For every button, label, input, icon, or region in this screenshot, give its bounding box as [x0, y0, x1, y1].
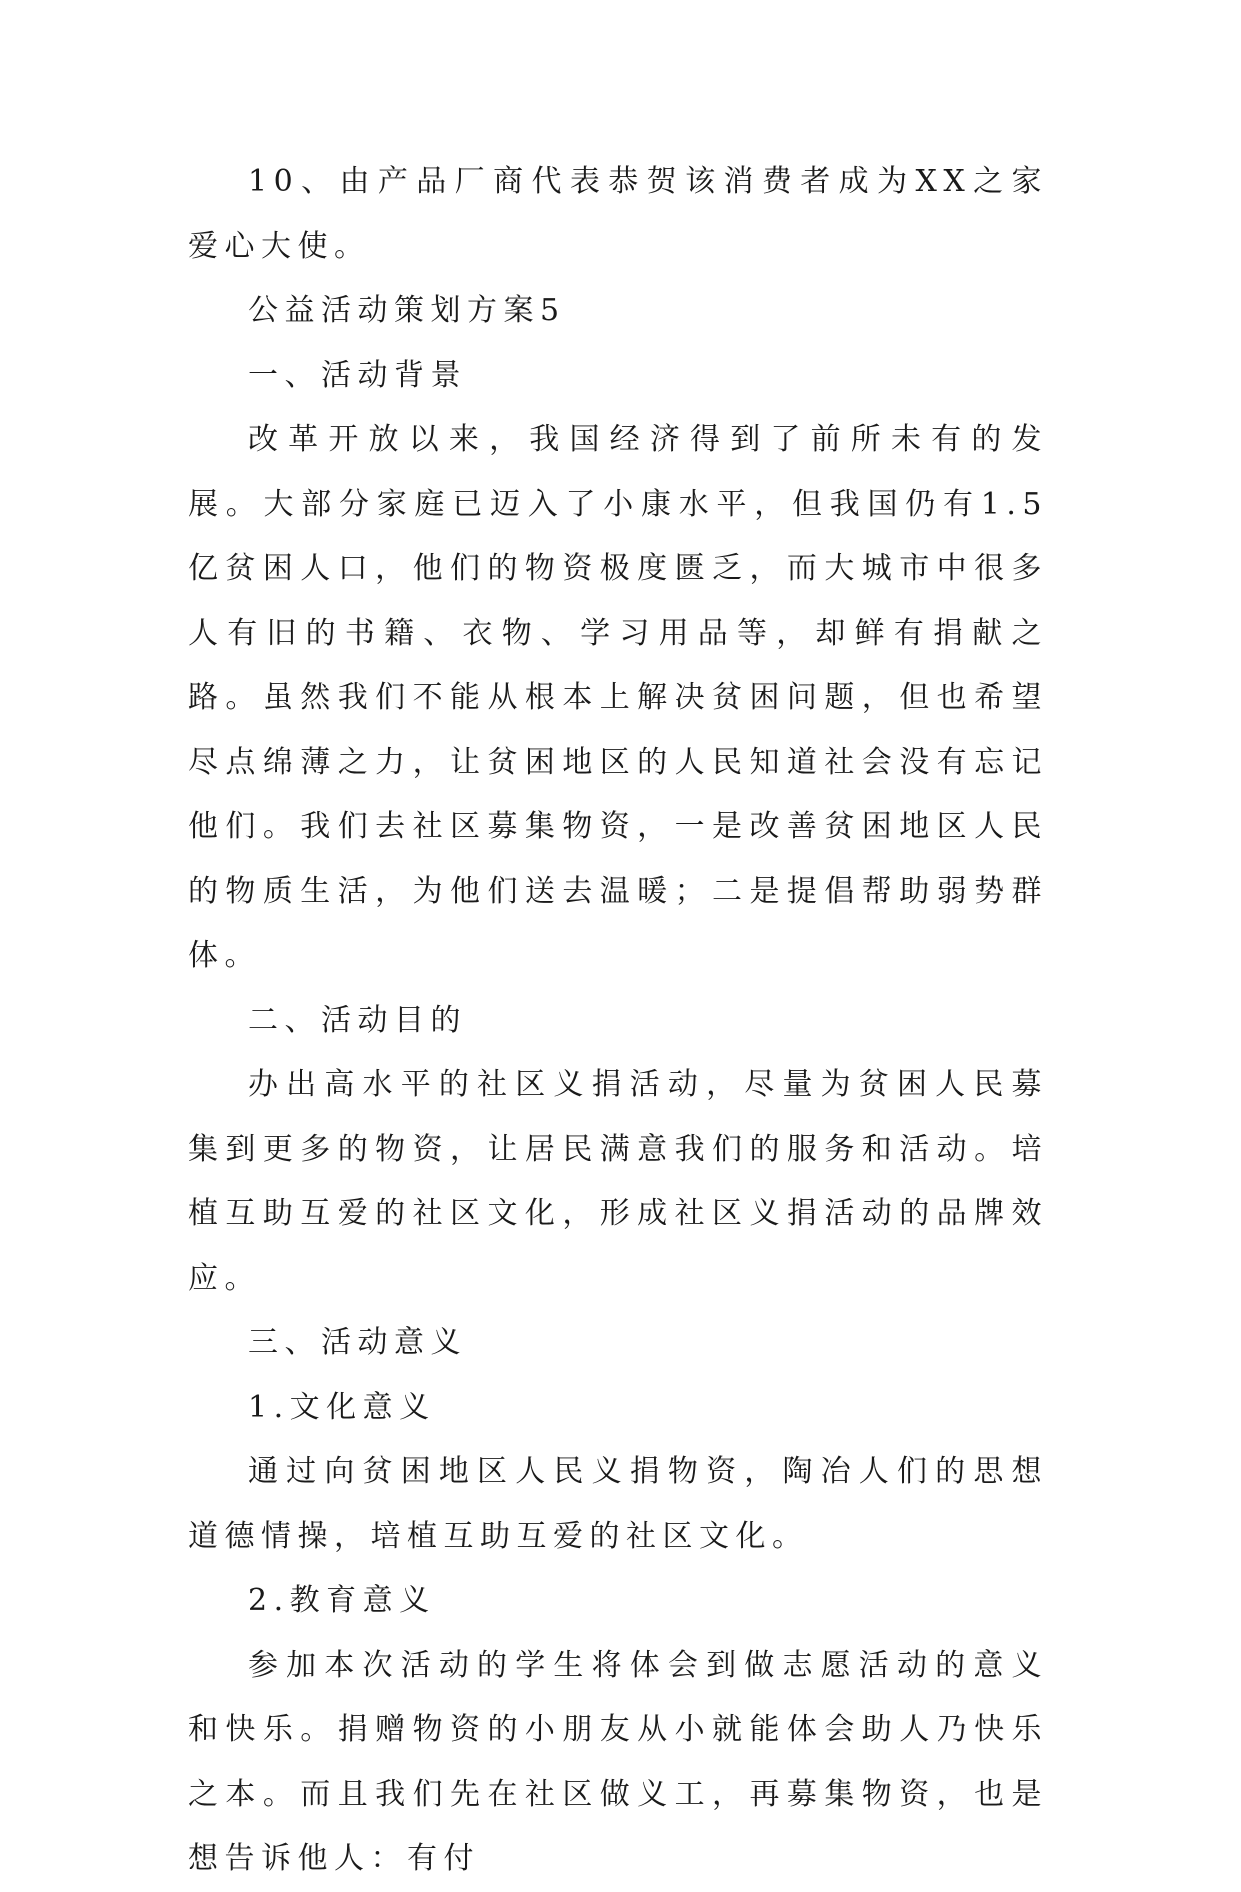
heading-background: 一、活动背景	[248, 357, 467, 393]
paragraph-education: 参加本次活动的学生将体会到做志愿活动的意义和快乐。捐赠物资的小朋友从小就能体会助人乃快乐之本。而且我们先在社区做义工，再募集物资，也是想告诉他人：有付	[188, 1647, 1048, 1876]
subheading-cultural: 1.文化意义	[248, 1389, 436, 1425]
document-body	[188, 150, 1048, 1892]
paragraph-item-10: 10、由产品厂商代表恭贺该消费者成为XX之家爱心大使。	[188, 164, 1048, 264]
heading-significance: 三、活动意义	[248, 1325, 467, 1360]
paragraph-purpose: 办出高水平的社区义捐活动，尽量为贫困人民募集到更多的物资，让居民满意我们的服务和活动。培植互助互爱的社区文化，形成社区义捐活动的品牌效应。	[188, 1067, 1048, 1296]
subheading-education: 2.教育意义	[248, 1583, 436, 1618]
paragraph-background: 改革开放以来，我国经济得到了前所未有的发展。大部分家庭已迈入了小康水平，但我国仍有1.5亿贫困人口，他们的物资极度匮乏，而大城市中很多人有旧的书籍、衣物、学习用品等，却鲜有捐献之路。虽然我们不能从根本上解决贫困问题，但也希望尽点绵薄之力，让贫困地区的人民知道社会没有忘记他们。我们去社区募集物资，一是改善贫困地区人民的物质生活，为他们送去温暖；二是提倡帮助弱势群体。	[188, 422, 1048, 973]
section-title: 公益活动策划方案5	[248, 293, 566, 328]
heading-purpose: 二、活动目的	[248, 1002, 467, 1038]
paragraph-cultural: 通过向贫困地区人民义捐物资，陶冶人们的思想道德情操，培植互助互爱的社区文化。	[188, 1454, 1048, 1554]
